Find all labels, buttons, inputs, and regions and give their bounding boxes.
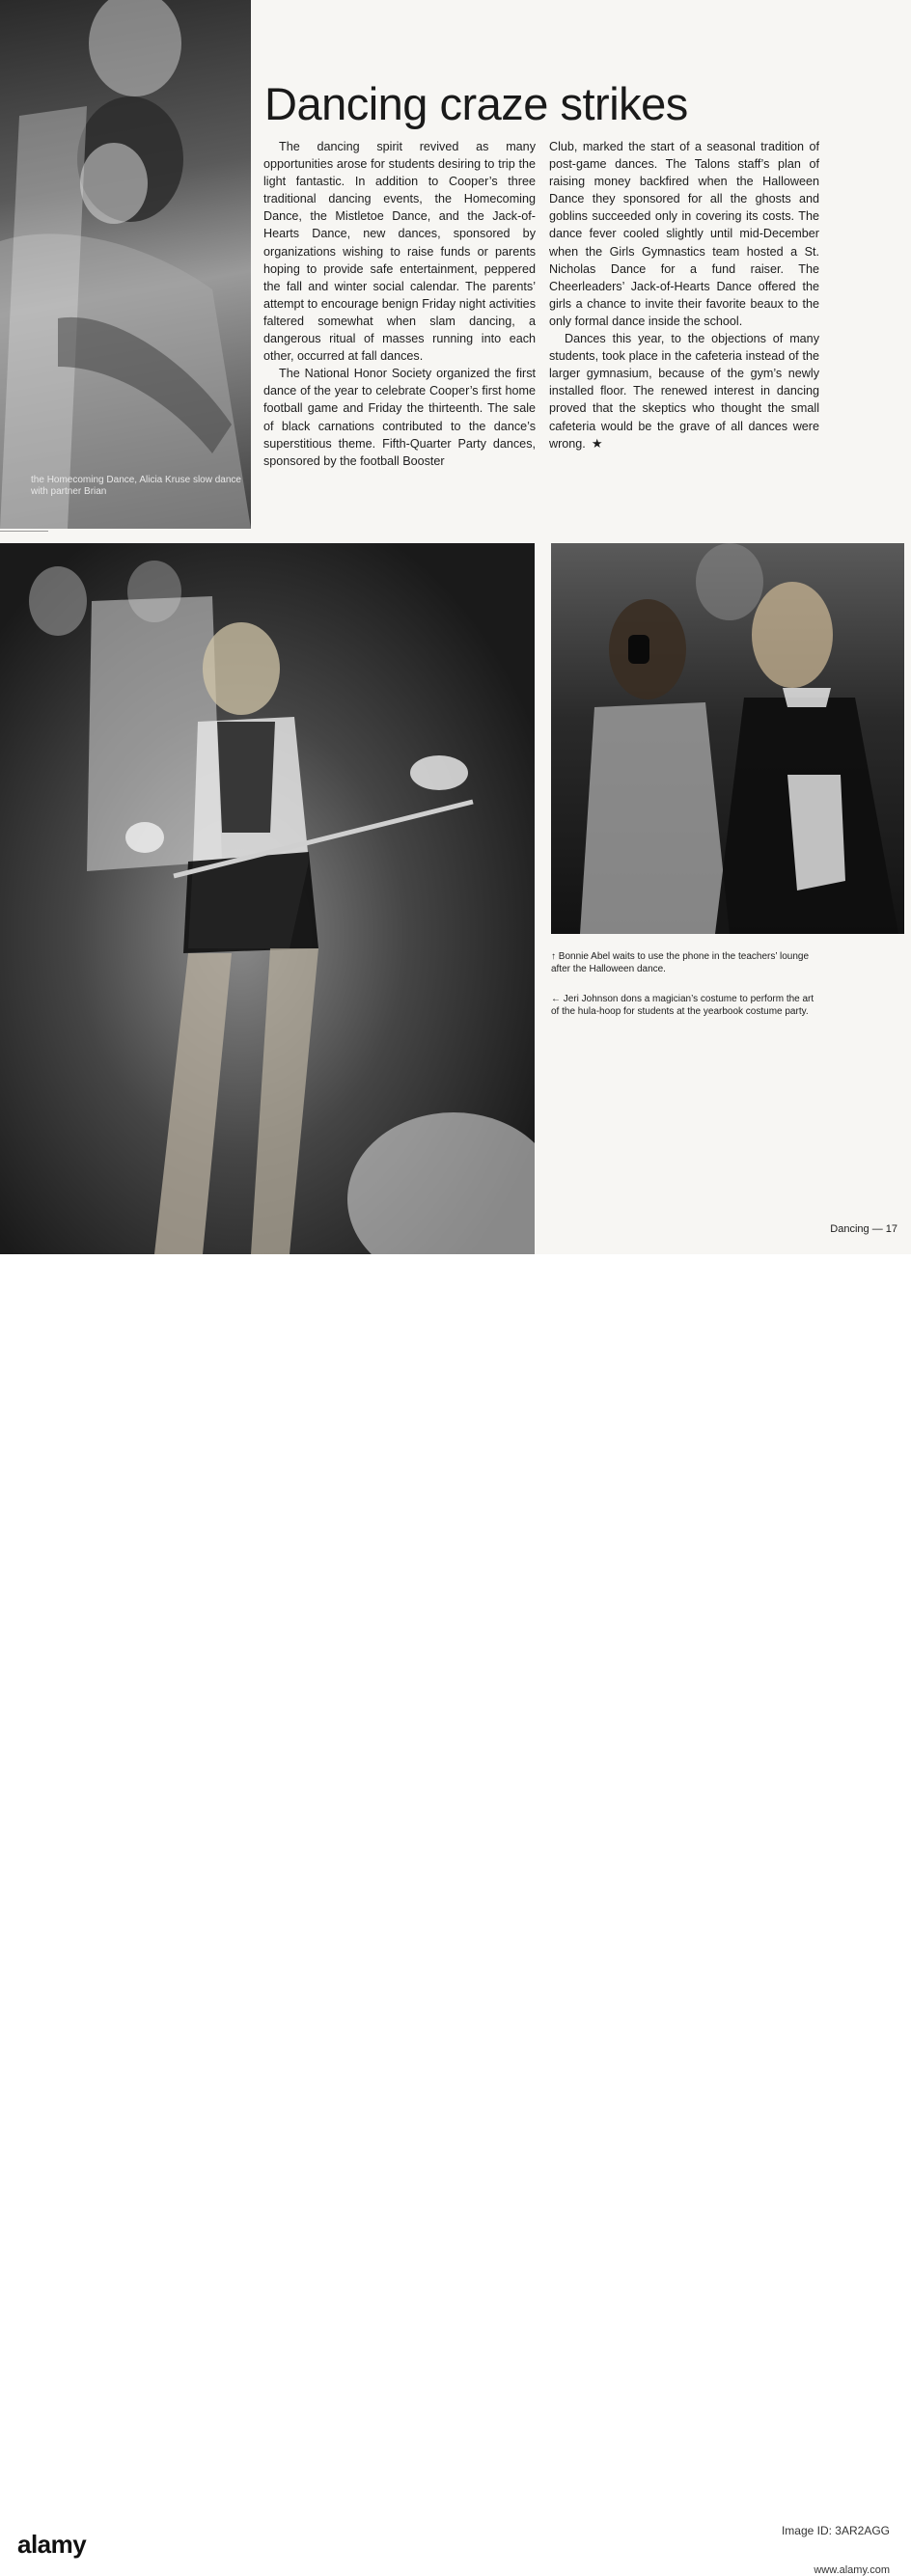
end-star-icon: ★ (591, 435, 603, 451)
col2-paragraph-2-text: Dances this year, to the objections of many students, took place in the cafeteria instead of the larger gymnasium, because of the gym’s newly installed floor. The renewed interest in dancing proved that the skeptics who thought the small cafeteria would be the grave of all dances were wrong. (549, 332, 819, 451)
photo-couple-silhouette (0, 0, 251, 529)
article-column-2 (549, 138, 819, 452)
caption-rule (0, 531, 48, 532)
col1-paragraph-2: The National Honor Society organized the first dance of the year to celebrate Cooper’s first home football game and Friday the thirteenth. The sale of black carnations contributed to the dance’s superstitious theme. Fifth-Quarter Party dances, sponsored by the football Booster (263, 367, 536, 468)
photo-phone-silhouette (551, 543, 904, 934)
col1-paragraph-1: The dancing spirit revived as many opportunities arose for students desiring to trip the light fantastic. In addition to Cooper’s three traditional dancing events, the Homecoming Dance, the Mistletoe Dance, and the Jack-of-Hearts Dance, new dances, sponsored by organizations wishing to raise funds or parents hoping to provide safe entertainment, peppered the fall and winter social calendar. The parents’ attempt to encourage benign Friday night activities faltered somewhat when slam dancing, a dangerous ritual of masses running into each other, occurred at fall dances. (263, 140, 536, 364)
photo-girls-with-phone (551, 543, 904, 934)
caption-hula-hoop-photo: ← Jeri Johnson dons a magician’s costume to perform the art of the hula-hoop for students at the yearbook costume party. (551, 994, 814, 1017)
article-headline: Dancing craze strikes (264, 78, 688, 129)
photo-hula-hoop-performer (0, 543, 535, 1254)
watermark-url: www.alamy.com (814, 2564, 890, 2576)
caption-phone-photo: ↑ Bonnie Abel waits to use the phone in the teachers’ lounge after the Halloween dance. (551, 951, 810, 974)
watermark-image-id: Image ID: 3AR2AGG (781, 2524, 890, 2537)
page-folio: Dancing — 17 (830, 1223, 897, 1235)
watermark-band (0, 1254, 911, 2576)
col2-paragraph-1: Club, marked the start of a seasonal tradition of post-game dances. The Talons staff’s plan of raising money backfired when the Halloween Dance they sponsored for all the ghosts and goblins succeeded only in covering its costs. The dance fever cooled slightly until mid-December when the Girls Gymnastics team hosted a St. Nicholas Dance for a fund raiser. The Cheerleaders’ Jack-of-Hearts Dance offered the girls a chance to invite their favorite beaux to the only formal dance inside the school. (549, 140, 819, 328)
photo-performer-silhouette (0, 543, 535, 1254)
photo-overlay-caption: the Homecoming Dance, Alicia Kruse slow dance with partner Brian (31, 475, 241, 497)
article-column-1 (263, 138, 536, 470)
watermark-logo: alamy (17, 2530, 87, 2559)
yearbook-page (0, 0, 911, 1254)
photo-couple-slow-dancing (0, 0, 251, 529)
col2-paragraph-2 (549, 330, 819, 452)
